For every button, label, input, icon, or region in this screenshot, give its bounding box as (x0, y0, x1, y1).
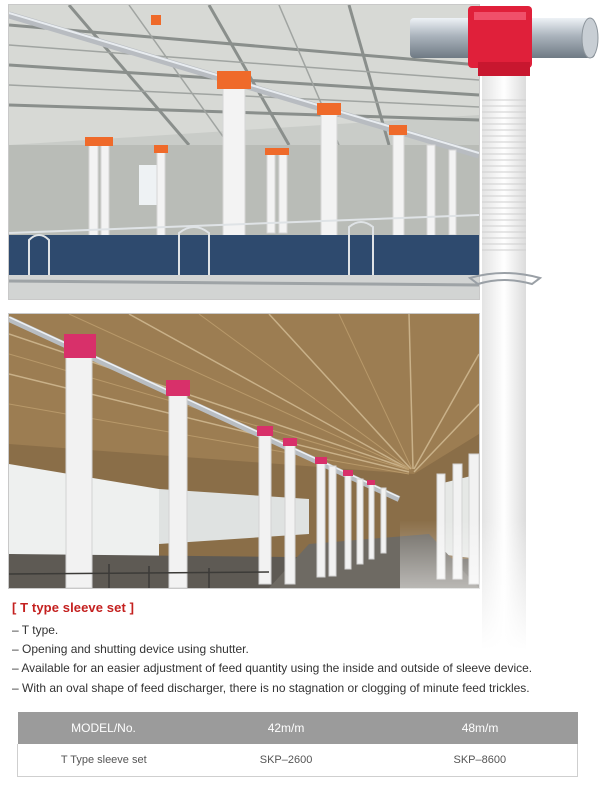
table-header-row (18, 712, 578, 744)
model-spec-table (17, 712, 578, 777)
table-row (18, 744, 578, 777)
model-48mm-cell: SKP–8600 (383, 744, 578, 777)
feature-item: – T type. (12, 623, 59, 637)
model-name-cell: T Type sleeve set (18, 744, 190, 777)
feature-list (12, 621, 532, 698)
feature-item: – With an oval shape of feed discharger, there is no stagnation or clogging of minute feed trickles. (12, 680, 530, 695)
model-42mm-cell: SKP–2600 (190, 744, 383, 777)
column-header-42mm: 42m/m (190, 712, 383, 744)
feature-item: – Opening and shutting device using shutter. (12, 642, 249, 657)
t-type-sleeve-product-image (400, 0, 600, 650)
column-header-48mm: 48m/m (383, 712, 578, 744)
section-title: [ T type sleeve set ] (12, 600, 135, 615)
feature-item: – Available for an easier adjustment of feed quantity using the inside and outside of sleeve device. (12, 661, 533, 676)
column-header-model: MODEL/No. (18, 712, 190, 744)
